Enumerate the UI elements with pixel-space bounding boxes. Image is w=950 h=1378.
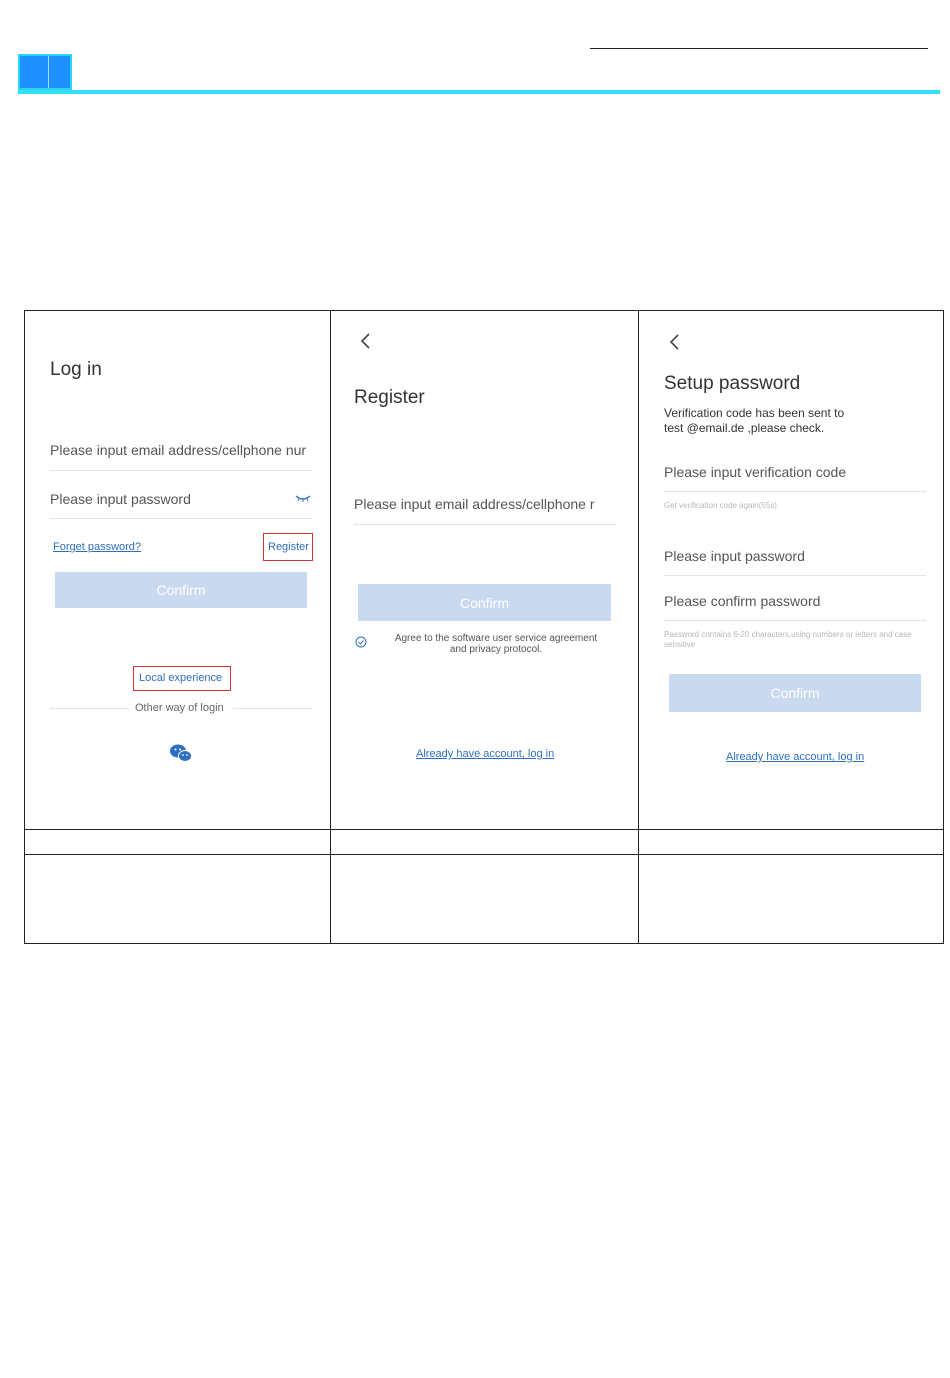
eye-closed-icon[interactable] bbox=[295, 494, 311, 502]
page-title: Register bbox=[354, 387, 425, 408]
divider bbox=[664, 620, 926, 621]
confirm-button[interactable]: Confirm bbox=[358, 584, 611, 621]
register-screen bbox=[331, 311, 637, 829]
forget-password-link[interactable]: Forget password? bbox=[53, 541, 142, 553]
login-link[interactable]: Already have account, log in bbox=[726, 751, 865, 763]
verification-code-input[interactable]: Please input verification code bbox=[664, 464, 847, 480]
message-line-1: Verification code has been sent to bbox=[664, 406, 845, 420]
checkbox-icon[interactable] bbox=[355, 636, 367, 648]
header-logo-block bbox=[18, 54, 72, 90]
divider bbox=[50, 470, 313, 471]
divider bbox=[50, 708, 130, 709]
divider bbox=[664, 491, 926, 492]
email-input[interactable]: Please input email address/cellphone nur bbox=[50, 442, 307, 458]
header-bar bbox=[18, 90, 940, 94]
divider bbox=[233, 708, 313, 709]
confirm-button[interactable]: Confirm bbox=[669, 674, 921, 712]
setup-password-screen bbox=[639, 311, 943, 829]
local-experience-link[interactable]: Local experience bbox=[139, 672, 223, 684]
table-row-divider bbox=[24, 829, 944, 830]
password-input[interactable]: Please input password bbox=[664, 548, 805, 564]
agreement-text: Agree to the software user service agreement and privacy protocol. bbox=[394, 633, 598, 655]
login-link[interactable]: Already have account, log in bbox=[416, 748, 555, 760]
top-rule bbox=[590, 48, 928, 49]
message-line-2: test @email.de ,please check. bbox=[664, 421, 825, 435]
page-title: Setup password bbox=[664, 373, 801, 394]
table-row-divider bbox=[24, 854, 944, 855]
divider bbox=[50, 518, 313, 519]
confirm-button[interactable]: Confirm bbox=[55, 572, 307, 608]
other-way-label: Other way of login bbox=[135, 702, 224, 714]
divider bbox=[354, 524, 616, 525]
chevron-left-icon[interactable] bbox=[359, 332, 371, 350]
chevron-left-icon[interactable] bbox=[668, 333, 680, 351]
password-input[interactable]: Please input password bbox=[50, 491, 191, 507]
divider bbox=[664, 575, 926, 576]
email-input[interactable]: Please input email address/cellphone r bbox=[354, 496, 595, 512]
register-link[interactable]: Register bbox=[268, 541, 309, 553]
wechat-icon[interactable] bbox=[170, 744, 192, 763]
confirm-password-input[interactable]: Please confirm password bbox=[664, 593, 821, 609]
resend-code-link[interactable]: Get verification code again(55s) bbox=[664, 501, 777, 510]
password-hint: Password contains 6-20 characters,using numbers or letters and case sensitive bbox=[664, 630, 912, 649]
login-screen bbox=[25, 311, 330, 829]
page-title: Log in bbox=[50, 359, 102, 380]
